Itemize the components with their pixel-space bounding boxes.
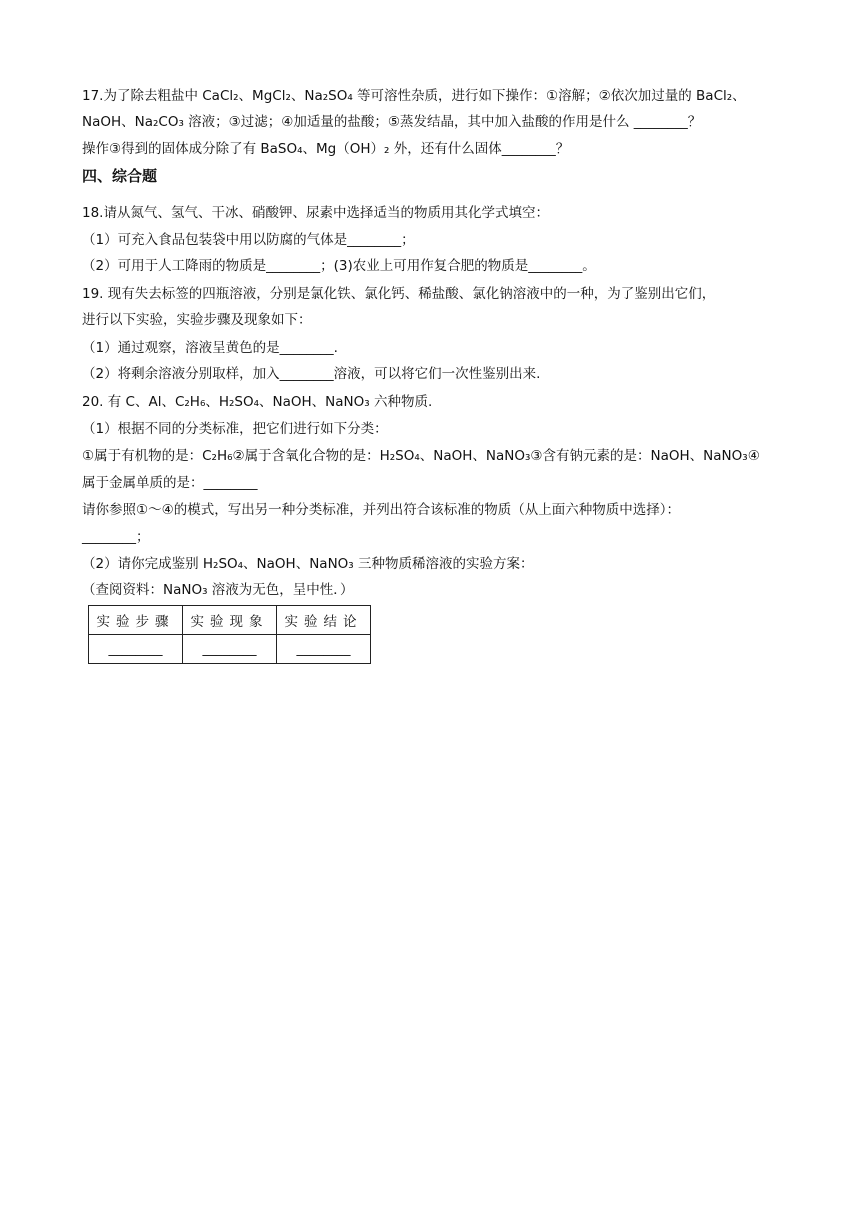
table-row xyxy=(89,635,371,664)
table-header-row xyxy=(89,606,371,635)
header-phenomena: 实验现象 xyxy=(183,606,277,635)
q19-line-4: （2）将剩余溶液分别取样，加入________溶液，可以将它们一次性鉴别出来. xyxy=(82,366,541,382)
q20-line-8: （查阅资料：NaNO₃ 溶液为无色，呈中性．） xyxy=(82,582,354,598)
header-conclusion: 实验结论 xyxy=(277,606,371,635)
header-steps: 实验步骤 xyxy=(89,606,183,635)
q17-line-3: 操作③得到的固体成分除了有 BaSO₄、Mg（OH）₂ 外，还有什么固体________？ xyxy=(82,141,570,157)
section-heading: 四、综合题 xyxy=(82,167,158,185)
q20-line-6: ________； xyxy=(82,529,150,545)
q20-line-3: ①属于有机物的是：C₂H₆②属于含氧化合物的是：H₂SO₄、NaOH、NaNO₃③含有钠元素的是：NaOH、NaNO₃④ xyxy=(82,448,760,464)
q19-line-3: （1）通过观察，溶液呈黄色的是________. xyxy=(82,340,338,356)
q19-line-2: 进行以下实验，实验步骤及现象如下： xyxy=(82,312,312,328)
answer-blank-steps: ________ xyxy=(89,635,183,664)
q18-line-2: （1）可充入食品包装袋中用以防腐的气体是________； xyxy=(82,232,415,248)
q20-line-5: 请你参照①～④的模式，写出另一种分类标准，并列出符合该标准的物质（从上面六种物质中选择）： xyxy=(82,502,680,518)
q20-line-7: （2）请你完成鉴别 H₂SO₄、NaOH、NaNO₃ 三种物质稀溶液的实验方案： xyxy=(82,556,534,572)
answer-blank-conclusion: ________ xyxy=(277,635,371,664)
q18-line-1: 18.请从氮气、氢气、干冰、硝酸钾、尿素中选择适当的物质用其化学式填空： xyxy=(82,205,549,221)
answer-blank-phenomena: ________ xyxy=(183,635,277,664)
q20-line-4: 属于金属单质的是：________ xyxy=(82,475,258,491)
q17-line-1: 17.为了除去粗盐中 CaCl₂、MgCl₂、Na₂SO₄ 等可溶性杂质，进行如下操作：①溶解；②依次加过量的 BaCl₂、 xyxy=(82,88,746,104)
q20-line-1: 20. 有 C、Al、C₂H₆、H₂SO₄、NaOH、NaNO₃ 六种物质. xyxy=(82,394,433,410)
experiment-table xyxy=(88,605,371,664)
q20-line-2: （1）根据不同的分类标准，把它们进行如下分类： xyxy=(82,421,388,437)
q18-line-3: （2）可用于人工降雨的物质是________；(3)农业上可用作复合肥的物质是________。 xyxy=(82,258,596,274)
q17-line-2: NaOH、Na₂CO₃ 溶液；③过滤；④加适量的盐酸；⑤蒸发结晶，其中加入盐酸的作用是什么 ________？ xyxy=(82,114,702,130)
q19-line-1: 19. 现有失去标签的四瓶溶液，分别是氯化铁、氯化钙、稀盐酸、氯化钠溶液中的一种，为了鉴别出它们， xyxy=(82,286,716,302)
